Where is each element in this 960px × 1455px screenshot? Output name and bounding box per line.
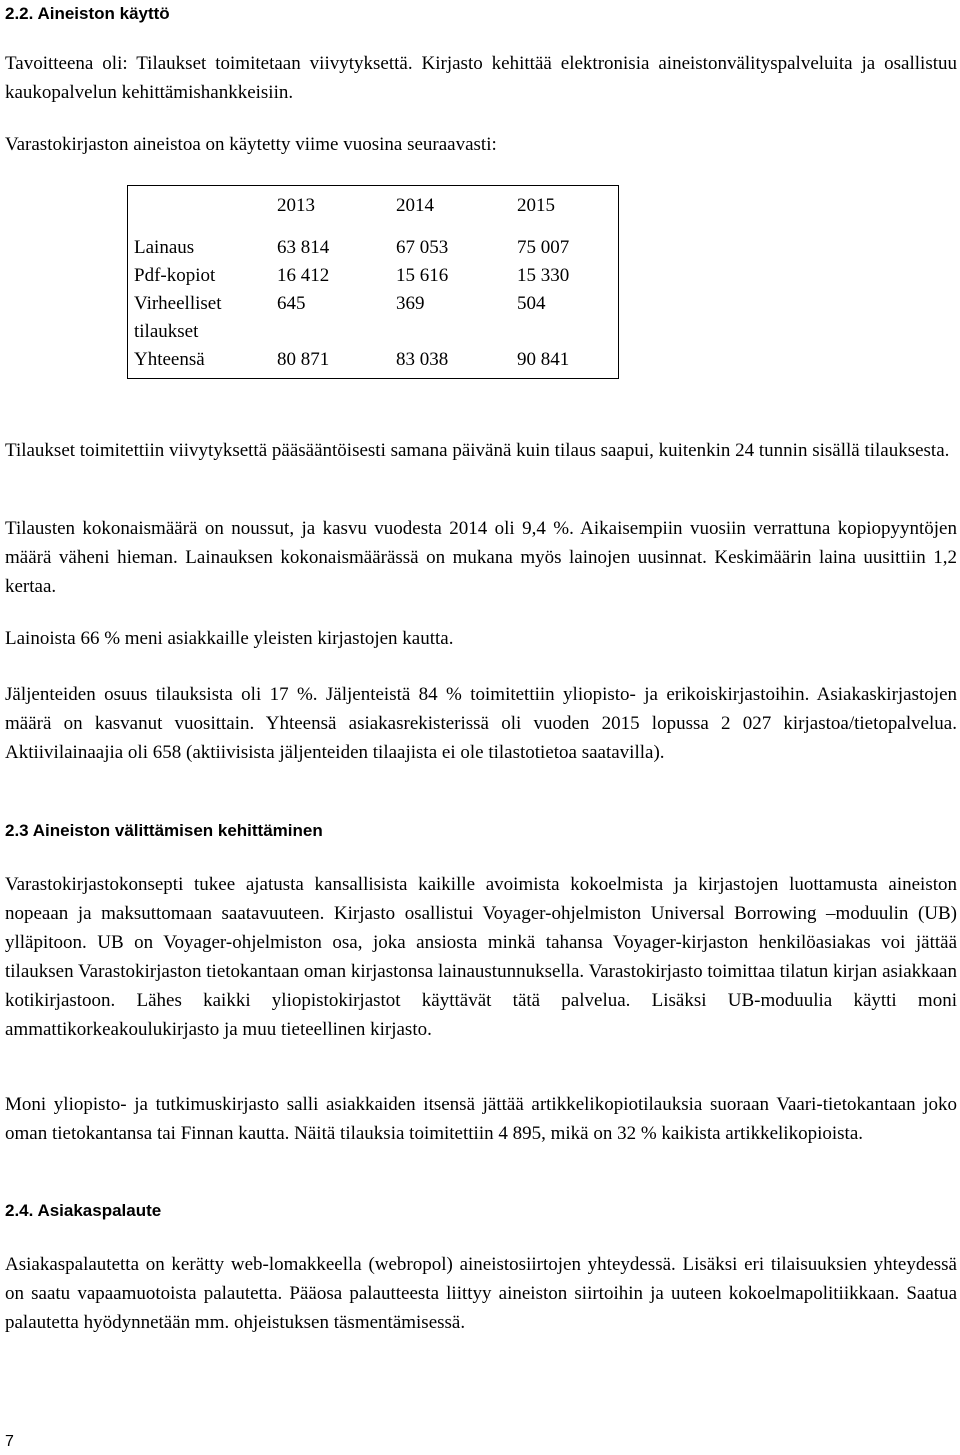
- paragraph-growth: Tilausten kokonaismäärä on noussut, ja kasvu vuodesta 2014 oli 9,4 %. Aikaisempiin vuosiin verrattuna kopiopyyntöjen määrä väheni hieman. Lainauksen kokonaismäärässä on mukana myös lainojen uusinnat. Keskimäärin laina uusittiin 1,2 kertaa.: [5, 518, 957, 597]
- table-header-empty: [128, 186, 272, 235]
- table-cell: 83 038: [396, 349, 449, 370]
- section-heading-2-3: 2.3 Aineiston välittämisen kehittäminen: [5, 821, 323, 840]
- paragraph-public-libraries: Lainoista 66 % meni asiakkaille yleisten kirjastojen kautta.: [5, 628, 454, 649]
- section-heading-2-2: 2.2. Aineiston käyttö: [5, 4, 170, 23]
- table-cell: 15 616: [396, 265, 449, 286]
- table-cell: 504: [517, 293, 546, 314]
- table-header-year: 2013: [277, 195, 315, 216]
- paragraph-delivery: Tilaukset toimitettiin viivytyksettä pääsääntöisesti samana päivänä kuin tilaus saapui, kuitenkin 24 tunnin sisällä tilauksesta.: [5, 440, 950, 461]
- row-label: Yhteensä: [134, 349, 205, 370]
- table-cell: 645: [277, 293, 306, 314]
- table-row: [128, 262, 619, 290]
- table-cell: 16 412: [277, 265, 330, 286]
- table-cell: 369: [396, 293, 425, 314]
- table-row: [128, 234, 619, 262]
- table-header-year: 2015: [517, 195, 555, 216]
- paragraph-feedback: Asiakaspalautetta on kerätty web-lomakkeella (webropol) aineistosiirtojen yhteydessä. Lisäksi eri tilaisuuksien yhteydessä on saatu vapaamuotoista palautetta. Pääosa palautteesta liittyy aineiston siirtoihin ja uuteen kokoelmapolitiikkaan. Saatua palautetta hyödynnetään mm. ohjeistuksen täsmentämisessä.: [5, 1254, 957, 1333]
- usage-intro: Varastokirjaston aineistoa on käytetty viime vuosina seuraavasti:: [5, 134, 497, 155]
- paragraph-article-copies: Moni yliopisto- ja tutkimuskirjasto salli asiakkaiden itsensä jättää artikkelikopiotilauksia suoraan Vaari-tietokantaan joko oman tietokantansa tai Finnan kautta. Näitä tilauksia toimitettiin 4 895, mikä on 32 % kaikista artikkelikopioista.: [5, 1094, 957, 1144]
- table-row: [128, 290, 619, 346]
- table-header-year: 2014: [396, 195, 434, 216]
- table-cell: 63 814: [277, 237, 330, 258]
- table-cell: 15 330: [517, 265, 570, 286]
- row-label: Virheelliset tilaukset: [134, 293, 222, 342]
- goal-paragraph: Tavoitteena oli: Tilaukset toimitetaan viivytyksettä. Kirjasto kehittää elektronisia aineistonvälityspalveluita ja osallistuu kaukopalvelun kehittämishankkeisiin.: [5, 53, 957, 103]
- paragraph-ub-module: Varastokirjastokonsepti tukee ajatusta kansallisista kaikille avoimista kokoelmista ja kirjastojen luottamusta aineiston nopeaan ja maksuttomaan saatavuuteen. Kirjasto osallistui Voyager-ohjelmiston Universal Borrowing –moduulin (UB) ylläpitoon. UB on Voyager-ohjelmiston osa, joka ansiosta minkä tahansa Voyager-kirjaston henkilöasiakas voi jättää tilauksen Varastokirjaston tietokantaan oman kirjastonsa lainaustunnuksella. Varastokirjasto toimittaa tilatun kirjan asiakkaan kotikirjastoon. Lähes kaikki yliopistokirjastot käyttävät tätä palvelua. Lisäksi UB-moduulia käytti moni ammattikorkeakoulukirjasto ja muu tieteellinen kirjasto.: [5, 874, 957, 1040]
- table-cell: 75 007: [517, 237, 570, 258]
- table-cell: 90 841: [517, 349, 570, 370]
- usage-table: [127, 185, 619, 379]
- row-label: Pdf-kopiot: [134, 265, 216, 286]
- table-cell: 67 053: [396, 237, 449, 258]
- table-header-row: [128, 186, 619, 235]
- table-cell: 80 871: [277, 349, 330, 370]
- paragraph-copies: Jäljenteiden osuus tilauksista oli 17 %. Jäljenteistä 84 % toimitettiin yliopisto- ja erikoiskirjastoihin. Asiakaskirjastojen määrä on kasvanut vuosittain. Yhteensä asiakasrekisterissä oli vuoden 2015 lopussa 2 027 kirjastoa/tietopalvelua. Aktiivilainaajia oli 658 (aktiivisista jäljenteiden tilaajista ei ole tilastotietoa saatavilla).: [5, 684, 957, 763]
- row-label: Lainaus: [134, 237, 195, 258]
- table-row-total: [128, 346, 619, 379]
- section-heading-2-4: 2.4. Asiakaspalaute: [5, 1201, 162, 1220]
- page-number: 7: [5, 1433, 14, 1450]
